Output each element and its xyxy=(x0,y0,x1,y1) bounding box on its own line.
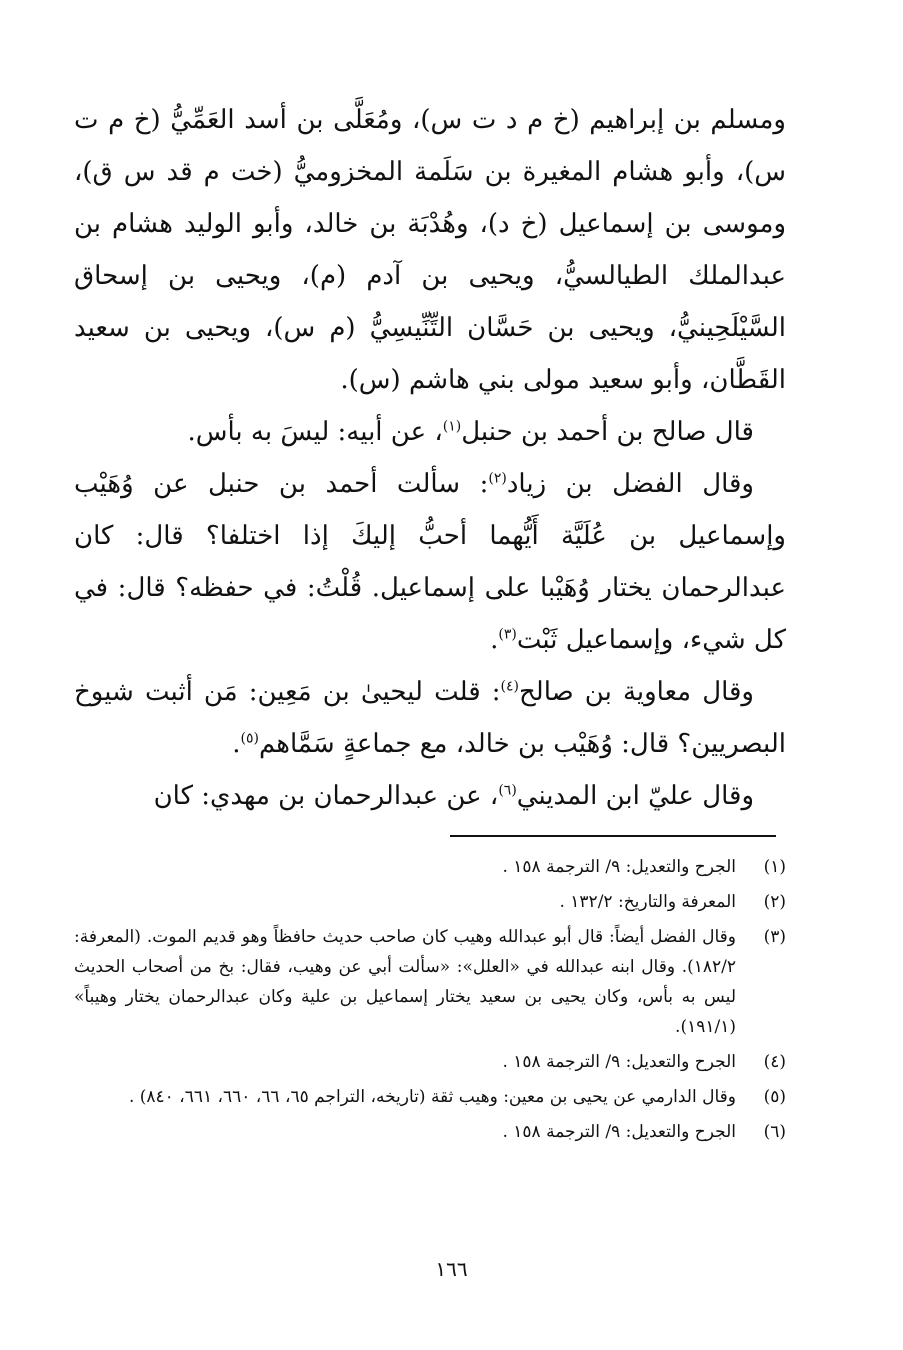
footnote-ref-1: (١) xyxy=(442,418,462,435)
footnote-item xyxy=(74,1117,786,1147)
footnote-text: وقال الدارمي عن يحيى بن معين: وهيب ثقة (تاريخه، التراجم ٦٥، ٦٦، ٦٦٠، ٦٦١، ٨٤٠) . xyxy=(128,1087,736,1107)
ali-text-b: ، عن عبدالرحمان بن مهدي: كان xyxy=(153,781,499,811)
footnote-ref-4: (٤) xyxy=(500,678,519,695)
fadl-text-b: : سألت أحمد بن حنبل عن وُهَيْب وإسماعيل بن عُلَيَّة أَيُّهما أحبُّ إليكَ إذا اختلفا؟ قال: كان عبدالرحمان يختار وُهَيْبا على إسماعيل. قُلْتُ: في حفظه؟ قال: في كل شيء، وإسماعيل ثَبْت xyxy=(74,469,786,655)
footnote-divider xyxy=(450,835,776,837)
ali-paragraph xyxy=(74,770,786,822)
narrators-text: ومسلم بن إبراهيم (خ م د ت س)، ومُعَلَّى بن أسد العَمِّيُّ (خ م ت س)، وأبو هشام المغيرة بن سَلَمة المخزوميُّ (خت م قد س ق)، وموسى بن إسماعيل (خ د)، وهُدْبَة بن خالد، وأبو الوليد هشام بن عبدالملك الطيالسيُّ، ويحيى بن آدم (م)، ويحيى بن إسحاق السَّيْلَحِينيُّ، ويحيى بن حَسَّان التِّنِّيسِيُّ (م س)، ويحيى بن سعيد القَطَّان، وأبو سعيد مولى بني هاشم (س). xyxy=(74,105,786,395)
footnote-ref-6: (٦) xyxy=(498,782,517,799)
muawiya-paragraph xyxy=(74,666,786,770)
footnote-number: (١) xyxy=(763,857,786,877)
narrators-paragraph xyxy=(74,94,786,406)
footnote-text: الجرح والتعديل: ٩/ الترجمة ١٥٨ . xyxy=(502,1122,736,1142)
page-number: ١٦٦ xyxy=(435,1257,468,1281)
footnote-ref-3: (٣) xyxy=(498,626,517,643)
main-text xyxy=(74,94,786,822)
footnote-number: (٦) xyxy=(763,1122,786,1142)
footnote-item xyxy=(74,852,786,882)
salih-paragraph xyxy=(74,406,786,458)
footnote-text: وقال الفضل أيضاً: قال أبو عبدالله وهيب كان صاحب حديث حافظاً وهو قديم الموت. (المعرفة: ١٨٢/٢). وقال ابنه عبدالله في «العلل»: «سألت أبي عن وهيب، فقال: بخ من أصحاب الحديث ليس به بأس، وكان يحيى بن سعيد يختار إسماعيل بن علية وكان عبدالرحمان يختار وهيباً» (١٩١/١). xyxy=(74,927,736,1037)
footnote-item xyxy=(74,922,786,1042)
muawiya-text-c: . xyxy=(232,729,241,759)
fadl-paragraph xyxy=(74,458,786,666)
salih-text-b: ، عن أبيه: ليسَ به بأس. xyxy=(187,417,443,447)
footnote-number: (٤) xyxy=(763,1052,786,1072)
salih-text-a: قال صالح بن أحمد بن حنبل xyxy=(461,417,754,447)
footnote-text: الجرح والتعديل: ٩/ الترجمة ١٥٨ . xyxy=(502,857,736,877)
footnotes-list xyxy=(74,852,786,1152)
fadl-text-a: وقال الفضل بن زياد xyxy=(506,469,754,499)
muawiya-text-a: وقال معاوية بن صالح xyxy=(518,677,754,707)
footnote-text: المعرفة والتاريخ: ١٣٢/٢ . xyxy=(559,892,736,912)
footnote-number: (٢) xyxy=(763,892,786,912)
ali-text-a: وقال عليّ ابن المديني xyxy=(516,781,754,811)
fadl-text-c: . xyxy=(490,625,499,655)
footnote-number: (٣) xyxy=(763,927,786,947)
footnote-item xyxy=(74,1082,786,1112)
footnote-number: (٥) xyxy=(763,1087,786,1107)
footnote-item xyxy=(74,1047,786,1077)
footnote-ref-2: (٢) xyxy=(488,470,507,487)
muawiya-text-b: : قلت ليحيىٰ بن مَعِين: مَن أثبت شيوخ البصريين؟ قال: وُهَيْب بن خالد، مع جماعةٍ سَمَّاهم xyxy=(74,677,786,759)
footnote-item xyxy=(74,887,786,917)
footnote-ref-5: (٥) xyxy=(240,730,259,747)
footnote-text: الجرح والتعديل: ٩/ الترجمة ١٥٨ . xyxy=(502,1052,736,1072)
